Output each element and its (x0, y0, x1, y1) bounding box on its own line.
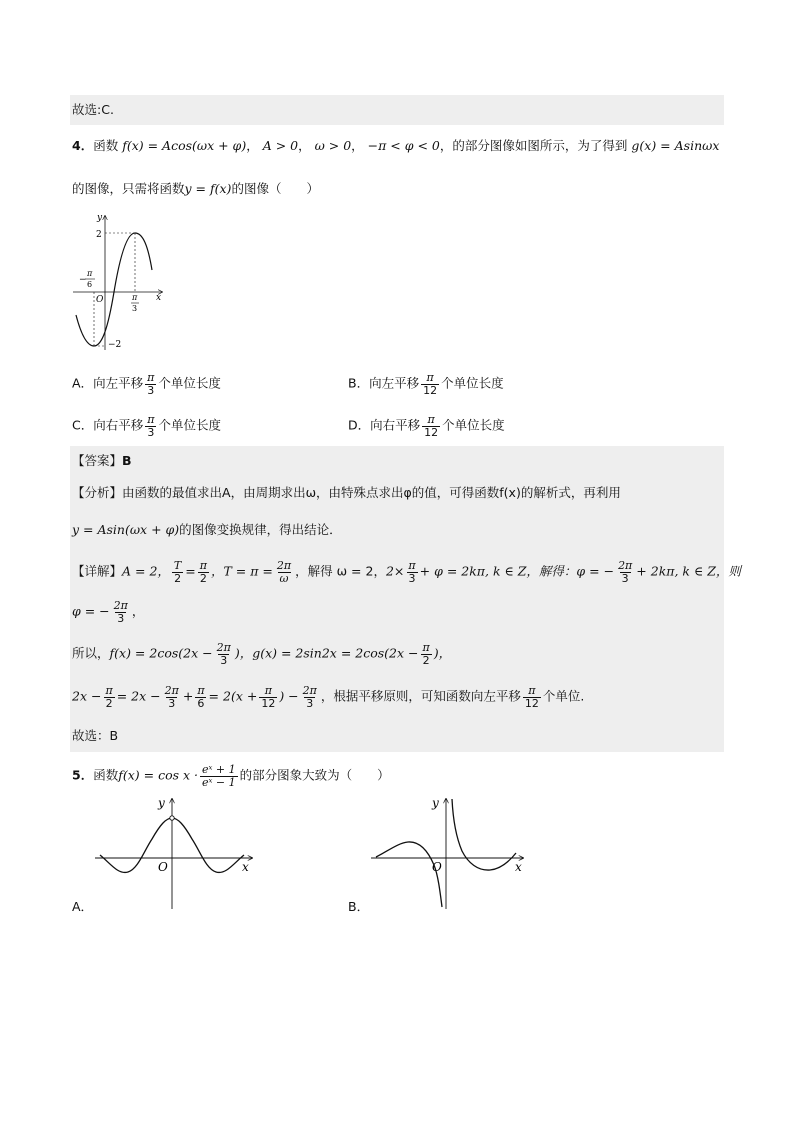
q5-graph-a[interactable] (90, 795, 260, 913)
q5a-x-label: x (242, 860, 249, 874)
q4-stem-line2: 的图像，只需将函数y = f(x)的图像（ ） (72, 181, 319, 196)
final-choice: 故选：B (72, 728, 119, 743)
q5b-curve-left (376, 842, 442, 907)
q5-option-b-label[interactable]: B． (348, 899, 370, 914)
q5a-origin: O (158, 860, 168, 874)
q5a-y-label: y (158, 796, 165, 810)
answer-value: B (122, 453, 132, 468)
svg-text:−: − (79, 275, 87, 285)
q5b-y-label: y (432, 796, 439, 810)
q4-ymin: −2 (108, 340, 122, 350)
q4-stem: 4．函数 f(x) = Acos(ωx + φ)， A > 0， ω > 0， −π < φ < 0，的部分图像如图所示，为了得到 g(x) = Asinωx (72, 138, 720, 153)
q4-function: f(x) = Acos(ωx + φ) (122, 138, 247, 153)
q4-target-function: g(x) = Asinωx (631, 138, 720, 153)
analysis-line: 【分析】由函数的最值求出A，由周期求出ω，由特殊点求出φ的值，可得函数f(x)的解析式，再利用 (72, 485, 621, 500)
q5-stem: 5．函数f(x) = cos x · $\frac{\text{eˣ + 1}}{\text{eˣ − 1}}$ 的部分图象大致为（ ） (72, 763, 390, 789)
q4-origin: O (96, 295, 104, 305)
detail-line3: 所以，f(x) = 2cos(2x − $\frac{2\pi}{3}$ )，g(x) = 2sin2x = 2cos(2x − $\frac{\pi}{2}$ )， (72, 641, 452, 667)
q4-curve (76, 233, 152, 346)
q5b-x-label: x (515, 860, 522, 874)
q4-option-c[interactable]: C．向右平移 $\frac{\pi}{3}$ 个单位长度 (72, 413, 221, 439)
q4-option-d[interactable]: D．向右平移 $\frac{\pi}{12}$ 个单位长度 (348, 413, 505, 439)
q4-option-b[interactable]: B．向左平移 $\frac{\pi}{12}$ 个单位长度 (348, 371, 504, 397)
svg-text:3: 3 (132, 304, 138, 313)
q5-number: 5． (72, 767, 94, 783)
q5b-curve-right (452, 799, 516, 870)
q4-graph (70, 210, 170, 355)
prev-answer: 故选:C. (72, 102, 114, 117)
answer-line: 【答案】B (72, 453, 132, 468)
q4-x-label: x (156, 293, 162, 303)
q4-number: 4． (72, 138, 94, 153)
prev-answer-block (70, 95, 724, 125)
q4-ymax: 2 (96, 230, 102, 240)
svg-text:π: π (132, 293, 138, 302)
detail-line4: 2x − $\frac{\pi}{2}$ = 2x − $\frac{2\pi}{3}$ + $\frac{\pi}{6}$ = 2(x + $\frac{\pi}{12}$ ) − $\frac{2\pi}{3}$ ，根据平移原则，可知函数向左平移 $\frac{\pi}{12}$ 个单位. (72, 684, 585, 710)
detail-line1: 【详解】A = 2， $\frac{T}{2}$ = $\frac{\pi}{2}$ ，T = π = $\frac{2\pi}{\omega}$ ，解得 ω = 2，2× $\frac{\pi}{3}$ + φ = 2kπ, k ∈ Z，解得：φ = − $\frac{2\pi}{3}$ + 2kπ, k ∈ Z，则 (72, 559, 741, 585)
analysis-line2: y = Asin(ωx + φ)的图像变换规律，得出结论． (72, 522, 342, 537)
svg-text:π: π (87, 269, 93, 278)
q5b-origin: O (432, 860, 442, 874)
q5-graph-b[interactable] (368, 795, 528, 913)
q5-option-a-label[interactable]: A． (72, 899, 94, 914)
svg-text:6: 6 (87, 280, 93, 289)
q4-option-a[interactable]: A．向左平移 $\frac{\pi}{3}$ 个单位长度 (72, 371, 221, 397)
detail-line2: φ = − $\frac{2\pi}{3}$ ， (72, 599, 145, 625)
q4-y-label: y (97, 213, 103, 223)
q5a-hole (170, 816, 174, 820)
